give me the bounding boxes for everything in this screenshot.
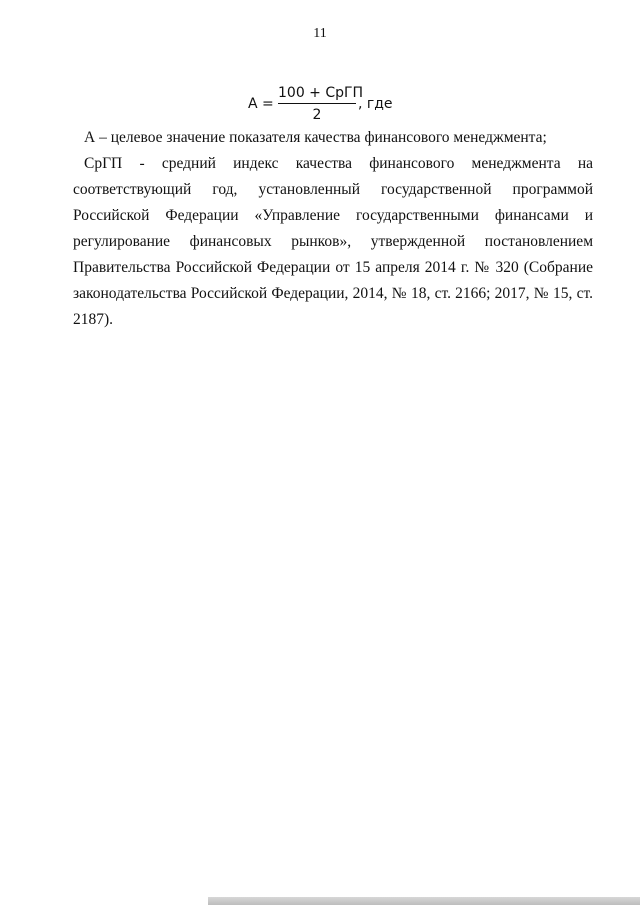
- scan-edge-mark: [208, 897, 640, 905]
- fraction-bar: [278, 103, 356, 104]
- formula-numerator: 100 + СрГП: [278, 85, 364, 101]
- page-number: 11: [313, 26, 327, 41]
- definition-a: А – целевое значение показателя качества финансового менеджмента;: [84, 129, 547, 146]
- formula-suffix: , где: [358, 96, 393, 112]
- formula-lhs: А =: [248, 96, 274, 112]
- formula-denominator: 2: [312, 107, 322, 123]
- definition-srgp: СрГП - средний индекс качества финансового менеджмента на соответствующий год, установленный государственной программой Российской Федерации «Управление государственными финансами и регулирование финансовых рынков», утвержденной постановлением Правительства Российской Федерации от 15 апреля 2014 г. № 320 (Собрание законодательства Российской Федерации, 2014, № 18, ст. 2166; 2017, № 15, ст. 2187).: [73, 155, 593, 328]
- formula-fraction: [278, 84, 364, 124]
